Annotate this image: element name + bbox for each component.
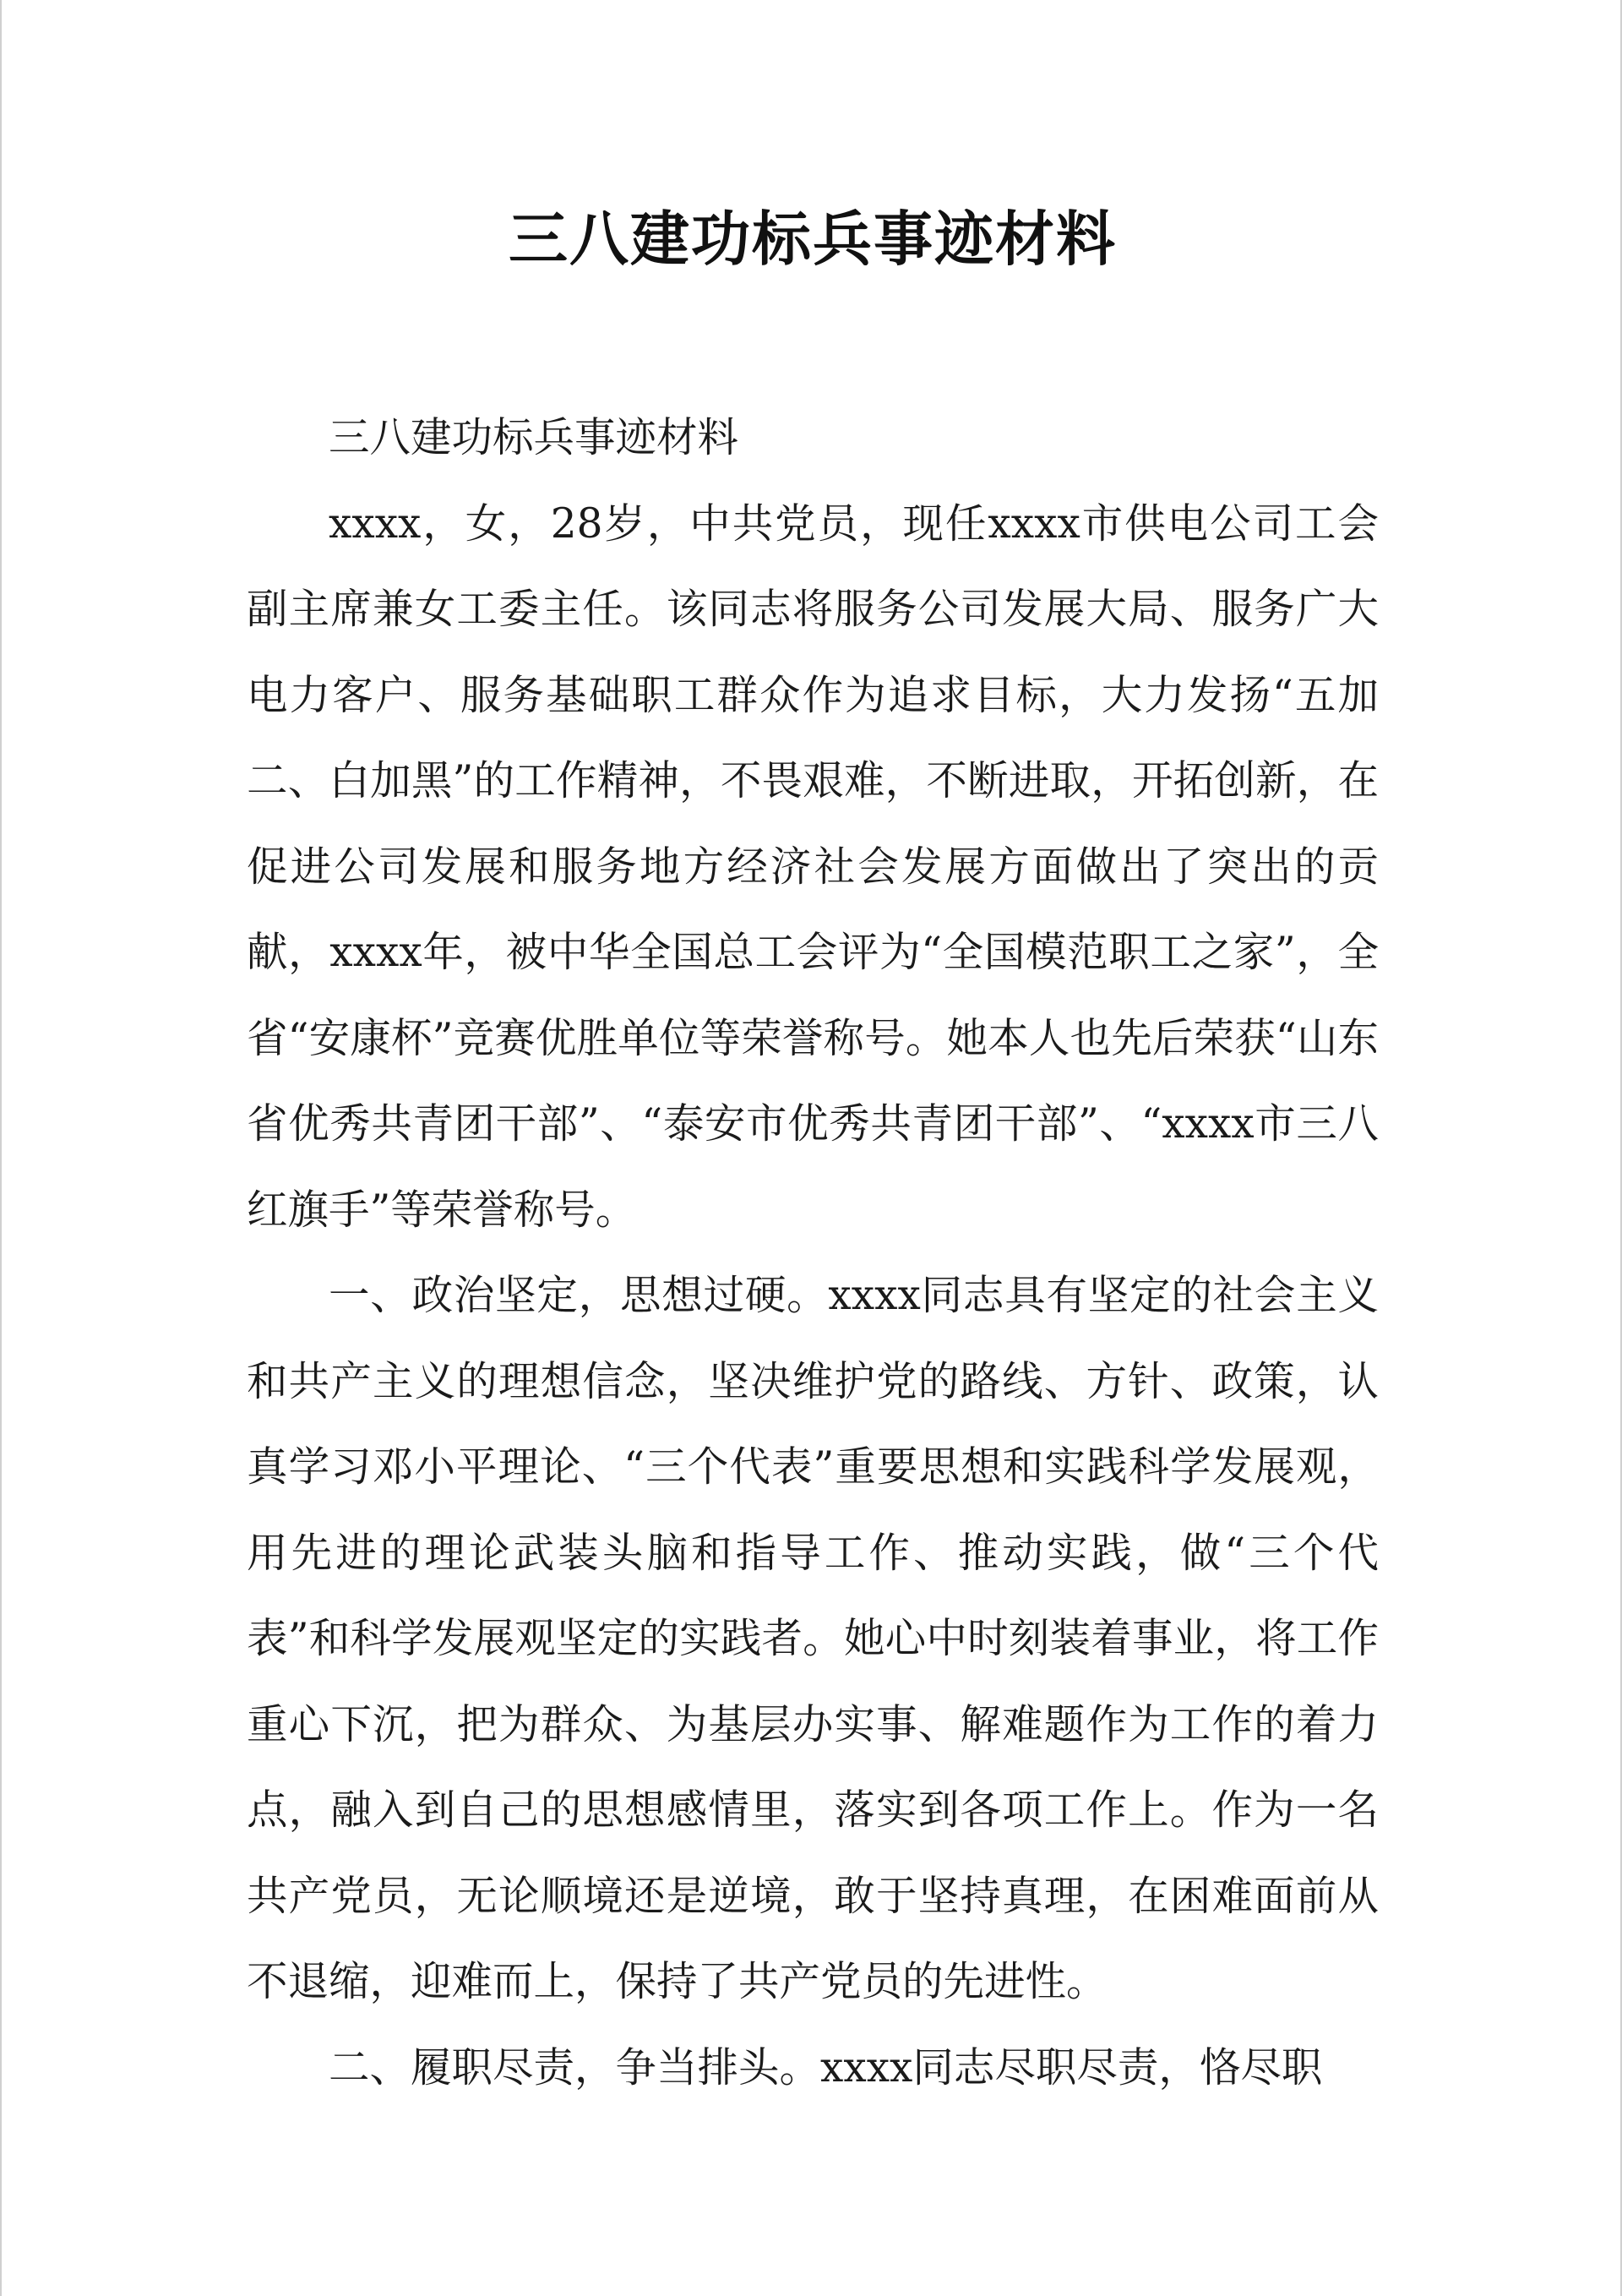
paragraph-intro: xxxx，女，28岁，中共党员，现任xxxx市供电公司工会副主席兼女工委主任。该同志将服务公司发展大局、服务广大电力客户、服务基础职工群众作为追求目标，大力发扬“五加二、白加黑”的工作精神，不畏艰难，不断进取，开拓创新，在促进公司发展和服务地方经济社会发展方面做出了突出的贡献，xxxx年，被中华全国总工会评为“全国模范职工之家”，全省“安康杯”竞赛优胜单位等荣誉称号。她本人也先后荣获“山东省优秀共青团干部”、“泰安市优秀共青团干部”、“xxxx市三八红旗手”等荣誉称号。 — [247, 499, 1379, 1234]
document-body — [247, 395, 1379, 2111]
paragraph-section-1: 一、政治坚定，思想过硬。xxxx同志具有坚定的社会主义和共产主义的理想信念，坚决维护党的路线、方针、政策，认真学习邓小平理论、“三个代表”重要思想和实践科学发展观，用先进的理论武装头脑和指导工作、推动实践，做“三个代表”和科学发展观坚定的实践者。她心中时刻装着事业，将工作重心下沉，把为群众、为基层办实事、解难题作为工作的着力点，融入到自己的思想感情里，落实到各项工作上。作为一名共产党员，无论顺境还是逆境，敢于坚持真理，在困难面前从不退缩，迎难而上，保持了共产党员的先进性。 — [247, 1272, 1379, 2005]
document-title: 三八建功标兵事迹材料 — [509, 204, 1117, 274]
paragraph-section-2: 二、履职尽责，争当排头。xxxx同志尽职尽责，恪尽职 — [329, 2043, 1323, 2091]
paragraph-heading: 三八建功标兵事迹材料 — [329, 414, 739, 461]
